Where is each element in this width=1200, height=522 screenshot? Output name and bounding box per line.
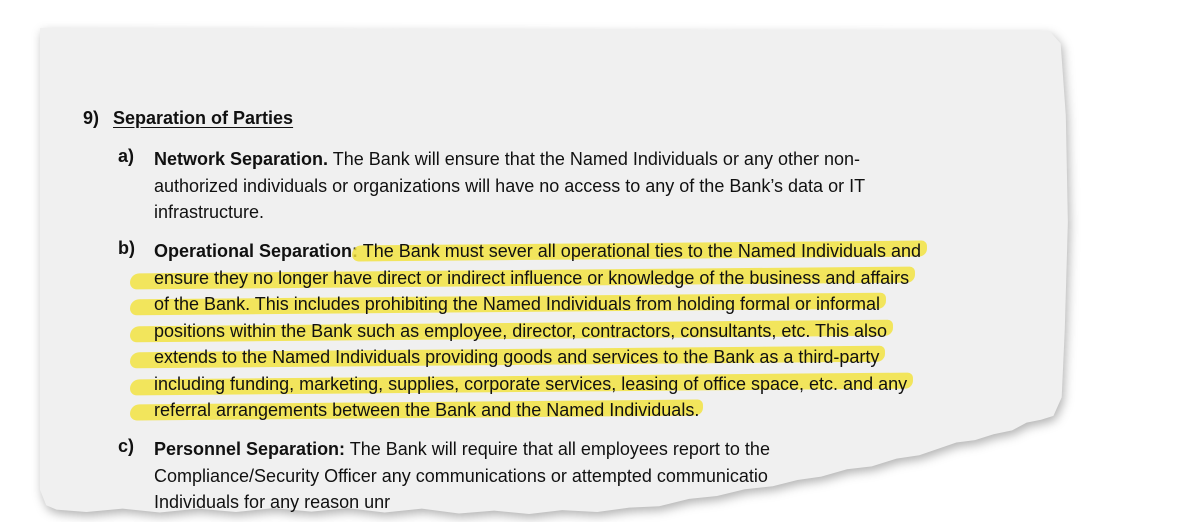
item-line (154, 265, 1014, 292)
highlighted-text: including funding, marketing, supplies, corporate services, leasing of office space, etc. and any (154, 373, 908, 394)
item-line (154, 318, 1014, 345)
item-line (154, 436, 1014, 463)
item-lead: Network Separation. (154, 149, 329, 169)
item-line (154, 344, 1014, 371)
highlighted-text: The Bank must sever all operational ties to the Named Individuals and (358, 241, 922, 261)
item-text: The Bank will ensure that the Named Individuals or any other non- (328, 149, 861, 169)
section-title: Separation of Parties (113, 108, 294, 128)
item-text: The Bank will require that all employees report to the (345, 439, 770, 459)
item-line: Compliance/Security Officer any communications or attempted communicatio (154, 465, 768, 486)
item-lead: Personnel Separation: (154, 439, 346, 459)
item-letter: c) (118, 436, 135, 456)
highlighted-text: referral arrangements between the Bank and the Named Individuals. (154, 400, 700, 420)
item-letter: b) (118, 238, 135, 258)
highlighted-text: extends to the Named Individuals providing goods and services to the Bank as a third-party (154, 347, 880, 367)
item-line (154, 238, 1014, 265)
item-line (154, 397, 1014, 424)
item-line-cut: Individuals for any reason unr (154, 492, 391, 512)
document-body (40, 28, 1072, 514)
item-letter: a) (118, 146, 135, 166)
item-body (154, 238, 1014, 424)
section-number: 9) (83, 108, 100, 128)
item-line (154, 371, 1014, 398)
section-heading (83, 108, 293, 129)
torn-paper (40, 28, 1072, 514)
item-body (154, 436, 1014, 512)
item-line: infrastructure. (154, 202, 265, 222)
item-lead: Operational Separation: (154, 241, 359, 261)
item-line (154, 146, 1014, 173)
highlighted-text: positions within the Bank such as employee, director, contractors, consultants, etc. This also (154, 320, 888, 341)
item-line (154, 291, 1014, 318)
highlighted-text: of the Bank. This includes prohibiting the Named Individuals from holding formal or informal (154, 294, 881, 314)
highlighted-text: ensure they no longer have direct or indirect influence or knowledge of the business and affairs (154, 267, 910, 288)
item-body (154, 146, 1014, 226)
item-line: authorized individuals or organizations will have no access to any of the Bank’s data or IT (154, 175, 866, 196)
